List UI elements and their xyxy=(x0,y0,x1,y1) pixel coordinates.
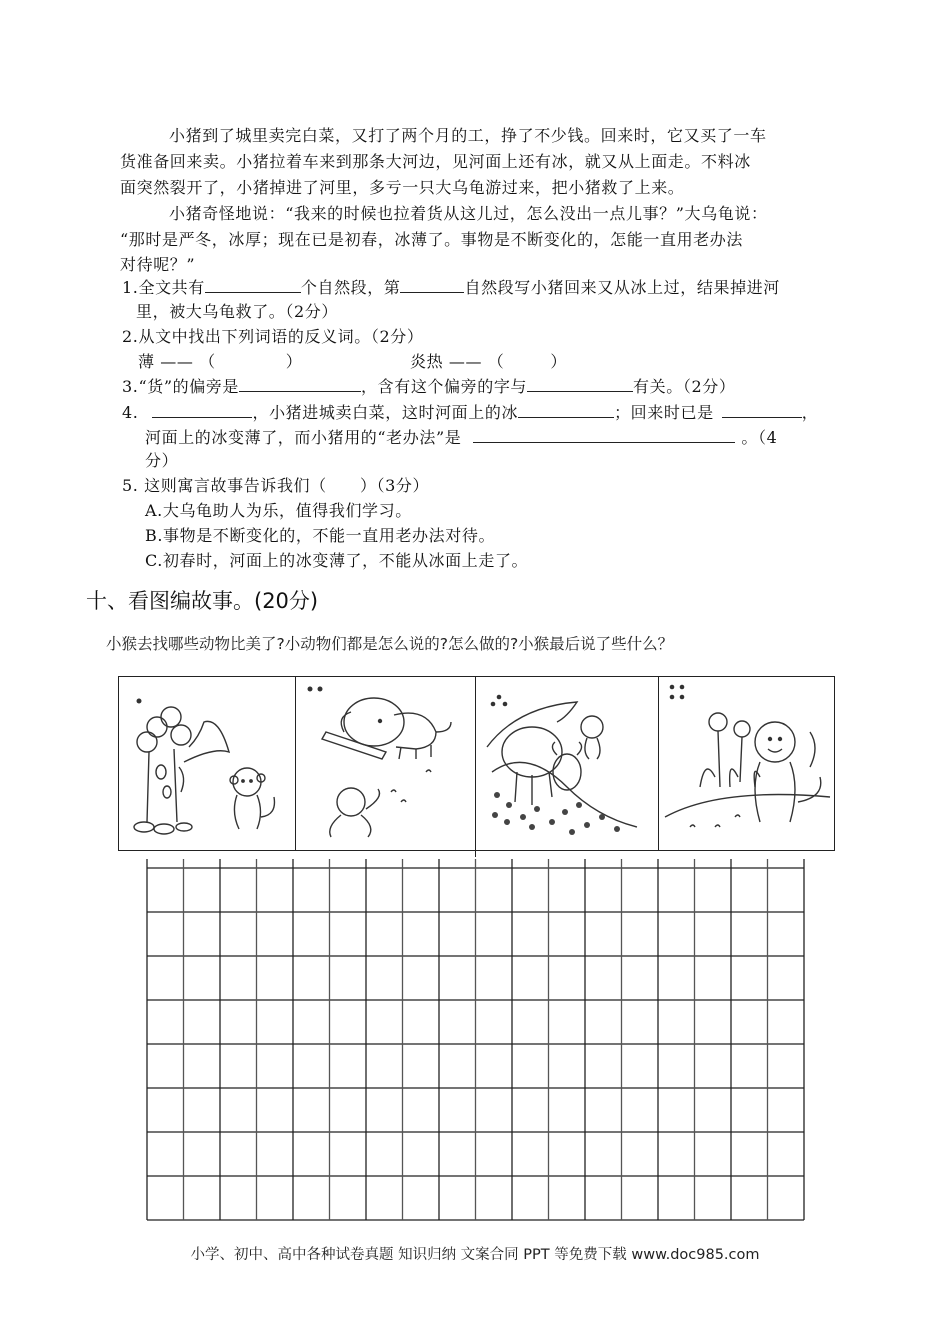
q1-line2: 里，被大乌龟救了。（2分） xyxy=(136,302,338,321)
q5-option-c[interactable]: C.初春时，河面上的冰变薄了，不能从冰面上走了。 xyxy=(145,551,529,570)
elephant-illustration xyxy=(296,677,475,849)
q1-text: 个自然段，第 xyxy=(300,278,401,297)
panel-marker-dot xyxy=(137,699,142,704)
picture-panel-2 xyxy=(296,677,475,850)
monkey-flowers-illustration xyxy=(660,677,834,849)
q1-text: 1.全文共有 xyxy=(122,278,205,297)
q5-option-a[interactable]: A.大乌龟助人为乐，值得我们学习。 xyxy=(145,501,412,520)
q4-text: 。（4 xyxy=(741,428,778,447)
q4-text: ；回来时已是 xyxy=(614,403,714,422)
q4-blank-season[interactable] xyxy=(152,400,252,418)
q2-paren-close: ） xyxy=(550,352,567,371)
passage-line: “那时是严冬，冰厚；现在已是初春，冰薄了。事物是不断变化的，怎能一直用老办法 xyxy=(120,230,743,249)
q2-word-thin: 薄 —— （ xyxy=(138,352,216,371)
q5-option-b[interactable]: B.事物是不断变化的，不能一直用老办法对待。 xyxy=(145,526,496,545)
monkey-tree-illustration xyxy=(119,677,295,849)
q4-line3: 分） xyxy=(145,451,179,470)
q1-blank-paragraph-count[interactable] xyxy=(205,275,301,293)
q4-text: 河面上的冰变薄了，而小猪用的“老办法”是 xyxy=(145,428,462,447)
q3-text: 有关。（2分） xyxy=(633,377,736,396)
q4-text: ， xyxy=(801,403,819,422)
q4-blank-old-method[interactable] xyxy=(473,425,735,443)
section-prompt: 小猴去找哪些动物比美了?小动物们都是怎么说的?怎么做的?小猴最后说了些什么？ xyxy=(106,635,674,653)
q4-blank-ice[interactable] xyxy=(518,400,614,418)
q4-blank-season-return[interactable] xyxy=(722,400,802,418)
section-heading: 十、看图编故事。(20分) xyxy=(86,589,319,613)
q5-prompt: 5. 这则寓言故事告诉我们（ ）（3分） xyxy=(122,476,430,495)
footer-text: 小学、初中、高中各种试卷真题 知识归纳 文案合同 PPT 等免费下载 www.doc985.com xyxy=(190,1247,760,1263)
q2-paren-close: ） xyxy=(285,352,303,371)
q3-text: ，含有这个偏旁的字与 xyxy=(361,377,528,396)
picture-panel-3 xyxy=(477,677,658,850)
q1-text: 自然段写小猪回来又从冰上过，结果掉进河 xyxy=(464,278,780,297)
passage-line: 小猪奇怪地说：“我来的时候也拉着货从这儿过，怎么没出一点儿事？”大乌龟说： xyxy=(169,204,768,223)
q1-blank-paragraph-number[interactable] xyxy=(400,275,464,293)
passage-line: 对待呢？” xyxy=(120,255,196,274)
ox-field-illustration xyxy=(477,677,658,849)
q2-prompt: 2.从文中找出下列词语的反义词。（2分） xyxy=(122,327,424,346)
passage-line: 小猪到了城里卖完白菜，又打了两个月的工，挣了不少钱。回来时，它又买了一车 xyxy=(169,126,767,145)
q3-blank-meaning[interactable] xyxy=(527,374,633,392)
q3-text: 3.“货”的偏旁是 xyxy=(122,377,240,396)
writing-grid[interactable] xyxy=(146,867,806,1221)
picture-strip xyxy=(118,676,835,851)
passage-line: 货准备回来卖。小猪拉着车来到那条大河边，见河面上还有冰，就又从上面走。不料冰 xyxy=(120,152,751,171)
passage-line: 面突然裂开了，小猪掉进了河里，多亏一只大乌龟游过来，把小猪救了上来。 xyxy=(120,178,685,197)
writing-grid-lines[interactable] xyxy=(146,859,806,1221)
q4-number: 4. xyxy=(122,403,139,422)
picture-panel-1 xyxy=(119,677,295,850)
q2-word-hot: 炎热 —— （ xyxy=(410,352,505,371)
picture-panel-4 xyxy=(660,677,834,850)
q3-blank-radical[interactable] xyxy=(239,374,361,392)
q4-text: ，小猪进城卖白菜，这时河面上的冰 xyxy=(252,403,519,422)
